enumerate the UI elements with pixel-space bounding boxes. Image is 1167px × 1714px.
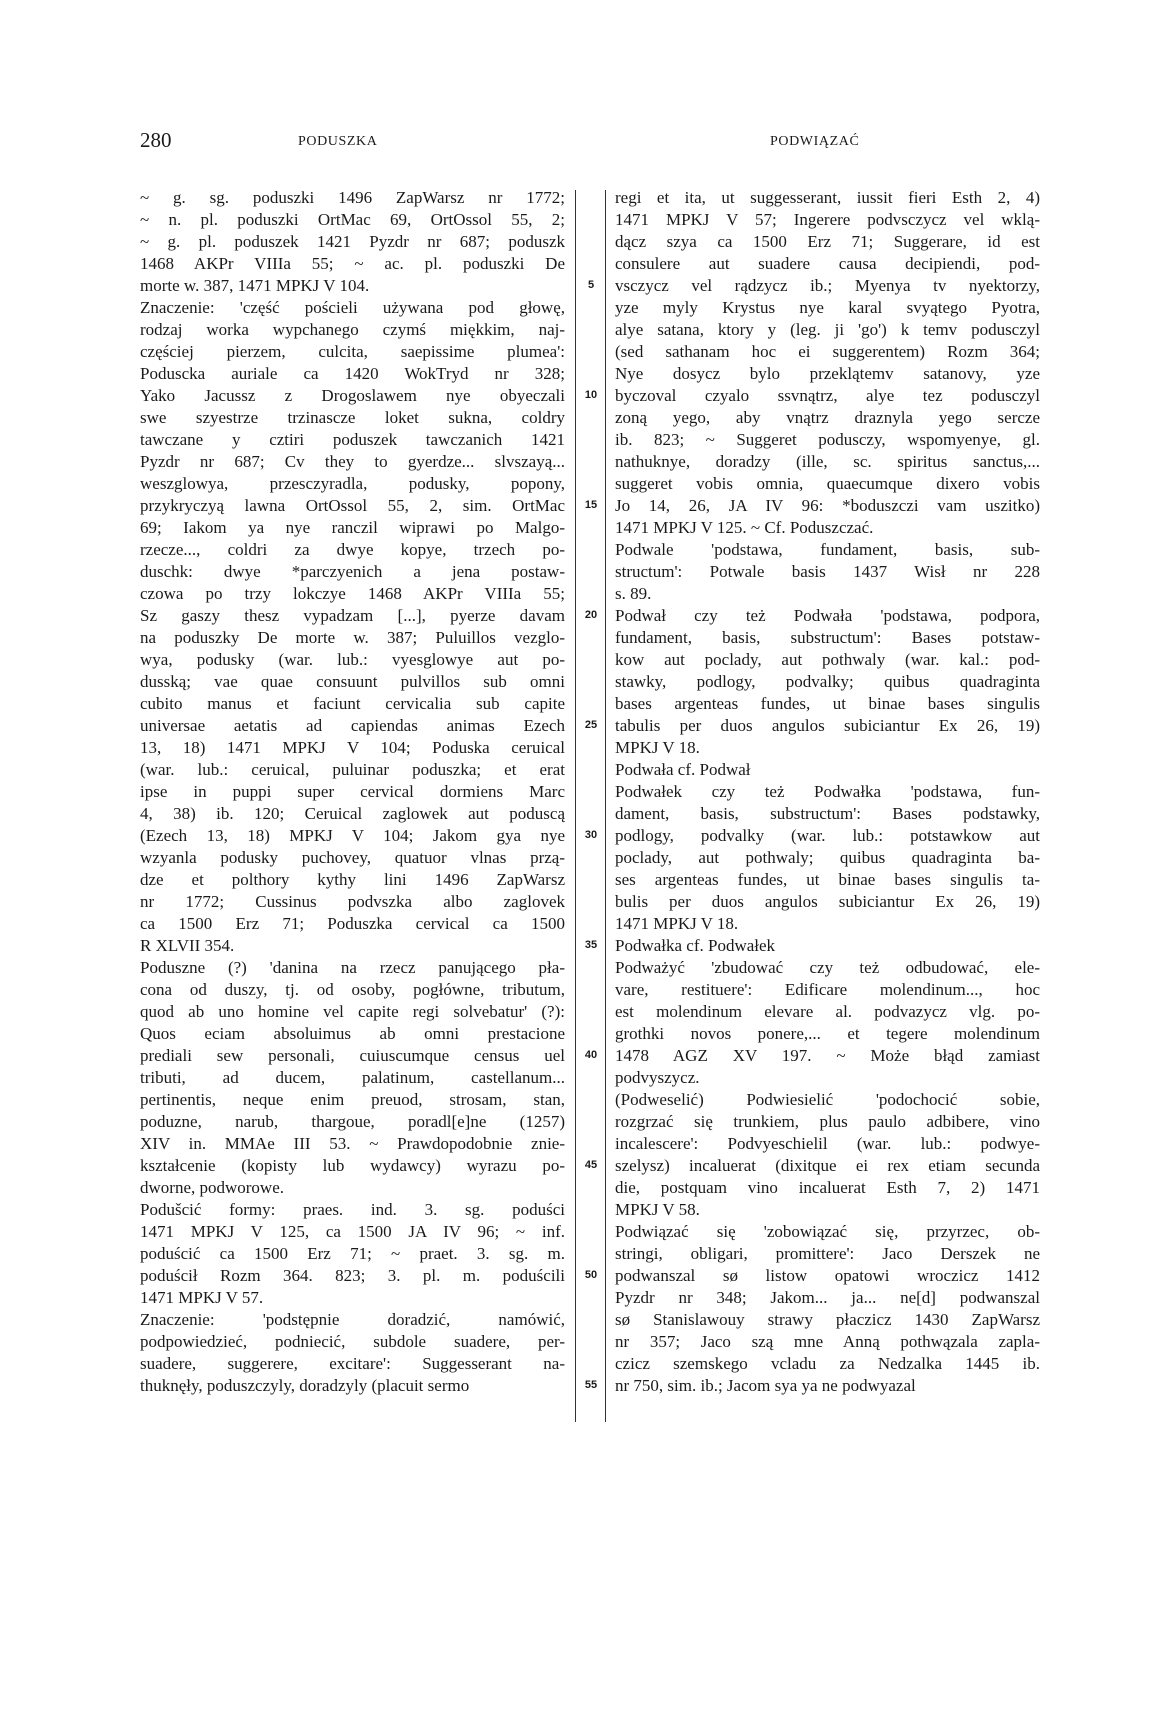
- text-line: byczoval czyalo ssvnątrz, alye tez podusczyl: [615, 386, 1040, 405]
- text-line: dze et polthory kythy lini 1496 ZapWarsz: [140, 870, 565, 889]
- text-line: Sz gaszy thesz vypadzam [...], pyerze davam: [140, 606, 565, 625]
- text-line: tabulis per duos angulos subiciantur Ex 26, 19): [615, 716, 1040, 735]
- text-line: tributi, ad ducem, palatinum, castellanum...: [140, 1068, 565, 1087]
- text-line: podwanszal sø listow opatowi wroczicz 1412: [615, 1266, 1040, 1285]
- text-line: (war. lub.: ceruical, puluinar poduszka; et erat: [140, 760, 565, 779]
- text-line: Podušcić formy: praes. ind. 3. sg. poduści: [140, 1200, 565, 1219]
- text-line: nr 750, sim. ib.; Jacom sya ya ne podwyazal: [615, 1376, 916, 1395]
- text-line: stringi, obligari, promittere': Jaco Derszek ne: [615, 1244, 1040, 1263]
- text-line: vare, restituere': Edificare molendinum..., hoc: [615, 980, 1040, 999]
- text-line: ib. 823; ~ Suggeret podusczy, wspomyenye, gl.: [615, 430, 1040, 449]
- text-line: Pyzdr nr 687; Cv they to gyerdze... slvszayą...: [140, 452, 565, 471]
- text-line: thuknęły, poduszczyly, doradzyly (placuit sermo: [140, 1376, 470, 1395]
- text-line: 1471 MPKJ V 125. ~ Cf. Poduszczać.: [615, 518, 874, 537]
- text-line: Podwale 'podstawa, fundament, basis, sub-: [615, 540, 1040, 559]
- page-header: [0, 128, 1167, 158]
- text-line: dusską; vae quae consuunt pulvillos sub omni: [140, 672, 565, 691]
- column-rule-right: [605, 190, 606, 1422]
- column-rule-left: [575, 190, 576, 1422]
- text-line: rodzaj worka wypchanego czymś miękkim, naj-: [140, 320, 565, 339]
- text-line: XIV in. MMAe III 53. ~ Prawdopodobnie znie-: [140, 1134, 565, 1153]
- text-line: Podwałka cf. Podwałek: [615, 936, 776, 955]
- text-line: ~ g. pl. poduszek 1421 Pyzdr nr 687; poduszk: [140, 232, 565, 251]
- text-line: rzecze..., coldri za dwye kopye, trzech po-: [140, 540, 565, 559]
- text-line: R XLVII 354.: [140, 936, 235, 955]
- text-line: Podwiązać się 'zobowiązać się, przyrzec, ob-: [615, 1222, 1040, 1241]
- line-number: 20: [584, 609, 598, 621]
- text-line: podlogy, podvalky (war. lub.: potstawkow aut: [615, 826, 1040, 845]
- right-column: [615, 187, 1040, 1397]
- text-line: szelysz) incaluerat (dixitque ei rex etiam secunda: [615, 1156, 1040, 1175]
- text-line: czowa po trzy lokczye 1468 AKPr VIIIa 55;: [140, 584, 565, 603]
- text-line: Quos eciam absoluimus ab omni prestacione: [140, 1024, 565, 1043]
- text-line: poduścić ca 1500 Erz 71; ~ praet. 3. sg. m.: [140, 1244, 565, 1263]
- line-number: 25: [584, 719, 598, 731]
- line-number: 10: [584, 389, 598, 401]
- text-line: Podwał czy też Podwała 'podstawa, podpora,: [615, 606, 1040, 625]
- text-line: suggeret vobis omnia, quaecumque dixero vobis: [615, 474, 1040, 493]
- text-line: Jo 14, 26, JA IV 96: *boduszczi vam uszitko): [615, 496, 1040, 515]
- text-line: dworne, podworowe.: [140, 1178, 284, 1197]
- text-line: stawky, podlogy, podvalky; quibus quadraginta: [615, 672, 1040, 691]
- text-line: 1471 MPKJ V 57.: [140, 1288, 264, 1307]
- text-line: poduzne, narub, thargoue, poradl[e]ne (1257): [140, 1112, 565, 1131]
- text-line: 4, 38) ib. 120; Ceruical zaglowek aut poduscą: [140, 804, 565, 823]
- text-line: sø Stanislawouy strawy płaczicz 1430 ZapWarsz: [615, 1310, 1040, 1329]
- line-number: 15: [584, 499, 598, 511]
- text-line: poclady, aut pothwaly; quibus quadraginta ba-: [615, 848, 1040, 867]
- text-line: poduścił Rozm 364. 823; 3. pl. m. poduścili: [140, 1266, 565, 1285]
- text-line: prediali sew personali, cuiuscumque census uel: [140, 1046, 565, 1065]
- text-line: (Ezech 13, 18) MPKJ V 104; Jakom gya nye: [140, 826, 565, 845]
- text-line: 1471 MPKJ V 125, ca 1500 JA IV 96; ~ inf.: [140, 1222, 565, 1241]
- text-line: vsczycz vel rądzycz ib.; Myenya tv nyektorzy,: [615, 276, 1040, 295]
- text-line: częściej pierzem, culcita, saepissime plumea':: [140, 342, 565, 361]
- page-number: 280: [140, 128, 172, 152]
- text-line: nr 357; Jaco szą mne Anną pothwązala zapla-: [615, 1332, 1040, 1351]
- text-line: bases argenteas fundes, ut binae bases singulis: [615, 694, 1040, 713]
- text-line: Poduscka auriale ca 1420 WokTryd nr 328;: [140, 364, 565, 383]
- text-line: cubito manus et faciunt cervicalia sub capite: [140, 694, 565, 713]
- text-line: dącz szya ca 1500 Erz 71; Suggerare, id est: [615, 232, 1040, 251]
- text-line: zoną yego, aby vnątrz draznyla yego sercze: [615, 408, 1040, 427]
- text-line: weszglowya, przesczyradla, podusky, popony,: [140, 474, 565, 493]
- text-line: ses argenteas fundes, ut binae bases singulis ta-: [615, 870, 1040, 889]
- text-line: wzyanla podusky puchovey, quatuor vlnas przą-: [140, 848, 565, 867]
- text-line: Podważyć 'zbudować czy też odbudować, ele-: [615, 958, 1040, 977]
- running-head-left: PODUSZKA: [298, 134, 378, 149]
- text-line: rozgrzać się trunkiem, plus paulo adbibere, vino: [615, 1112, 1040, 1131]
- text-line: universae aetatis ad capiendas animas Ezech: [140, 716, 565, 735]
- line-number: 30: [584, 829, 598, 841]
- text-line: (Podweselić) Podwiesielić 'podochocić sobie,: [615, 1090, 1040, 1109]
- text-line: Poduszne (?) 'danina na rzecz panującego pła-: [140, 958, 565, 977]
- text-line: dament, basis, substructum': Bases podstawky,: [615, 804, 1040, 823]
- text-line: structum': Potwale basis 1437 Wisł nr 228: [615, 562, 1040, 581]
- text-line: wya, podusky (war. lub.: vyesglowye aut po-: [140, 650, 565, 669]
- text-line: 13, 18) 1471 MPKJ V 104; Poduska ceruical: [140, 738, 565, 757]
- text-line: kow aut poclady, aut pothwaly (war. kal.: pod-: [615, 650, 1040, 669]
- text-line: Pyzdr nr 348; Jakom... ja... ne[d] podwanszal: [615, 1288, 1040, 1307]
- text-line: Yako Jacussz z Drogoslawem nye obyeczali: [140, 386, 565, 405]
- text-line: suadere, suggerere, excitare': Suggesserant na-: [140, 1354, 565, 1373]
- text-line: morte w. 387, 1471 MPKJ V 104.: [140, 276, 370, 295]
- text-line: nathuknye, doradzy (ille, sc. spiritus sanctus,...: [615, 452, 1040, 471]
- line-number: 35: [584, 939, 598, 951]
- line-number: 50: [584, 1269, 598, 1281]
- text-line: na poduszky De morte w. 387; Puluillos vezglo-: [140, 628, 565, 647]
- text-line: Znaczenie: 'podstępnie doradzić, namówić,: [140, 1310, 565, 1329]
- text-line: Znaczenie: 'część pościeli używana pod głowę,: [140, 298, 565, 317]
- text-line: kształcenie (kopisty lub wydawcy) wyrazu po-: [140, 1156, 565, 1175]
- text-line: swe szyestrze trzinascze loket sukna, coldry: [140, 408, 565, 427]
- text-line: ipse in puppi super cervical dormiens Marc: [140, 782, 565, 801]
- line-number: 55: [584, 1379, 598, 1391]
- text-line: (sed sathanam hoc ei suggerentem) Rozm 364;: [615, 342, 1040, 361]
- text-line: podpowiedzieć, podniecić, subdole suadere, per-: [140, 1332, 565, 1351]
- text-line: Podwałek czy też Podwałka 'podstawa, fun-: [615, 782, 1040, 801]
- text-line: tawczane y cztiri poduszek tawczanich 1421: [140, 430, 565, 449]
- text-line: przykryczyą lawna OrtOssol 55, 2, sim. OrtMac: [140, 496, 565, 515]
- text-line: incalescere': Podvyeschielil (war. lub.: podwye-: [615, 1134, 1040, 1153]
- text-line: die, postquam vino incaluerat Esth 7, 2) 1471: [615, 1178, 1040, 1197]
- text-line: quod ab uno homine vel capite regi solvebatur' (?):: [140, 1002, 565, 1021]
- running-head-right: PODWIĄZAĆ: [770, 134, 860, 149]
- text-line: Podwała cf. Podwał: [615, 760, 751, 779]
- text-line: MPKJ V 58.: [615, 1200, 700, 1219]
- text-line: Nye dosycz bylo przeklątemv satanovy, yze: [615, 364, 1040, 383]
- text-line: regi et ita, ut suggesserant, iussit fieri Esth 2, 4): [615, 188, 1040, 207]
- text-line: MPKJ V 18.: [615, 738, 700, 757]
- text-line: 1478 AGZ XV 197. ~ Może błąd zamiast: [615, 1046, 1040, 1065]
- text-line: czicz szemskego vcladu za Nedzalka 1445 ib.: [615, 1354, 1040, 1373]
- text-line: ~ n. pl. poduszki OrtMac 69, OrtOssol 55, 2;: [140, 210, 565, 229]
- text-line: cona od duszy, tj. od osoby, pogłówne, tributum,: [140, 980, 565, 999]
- line-number: 40: [584, 1049, 598, 1061]
- text-line: 1471 MPKJ V 57; Ingerere podvsczycz vel wklą-: [615, 210, 1040, 229]
- line-number: 45: [584, 1159, 598, 1171]
- text-line: ~ g. sg. poduszki 1496 ZapWarsz nr 1772;: [140, 188, 565, 207]
- text-line: duschk: dwye *parczyenich a jena postaw-: [140, 562, 565, 581]
- text-line: nr 1772; Cussinus podvszka albo zaglovek: [140, 892, 565, 911]
- text-line: fundament, basis, substructum': Bases potstaw-: [615, 628, 1040, 647]
- text-line: pertinentis, neque enim preuod, strosam, stan,: [140, 1090, 565, 1109]
- text-line: ca 1500 Erz 71; Poduszka cervical ca 1500: [140, 914, 565, 933]
- text-line: est molendinum elevare al. podvazycz vlg. po-: [615, 1002, 1040, 1021]
- text-line: bulis per duos angulos subiciantur Ex 26, 19): [615, 892, 1040, 911]
- text-line: 1471 MPKJ V 18.: [615, 914, 739, 933]
- left-column: [140, 187, 565, 1397]
- text-line: podvyszycz.: [615, 1068, 700, 1087]
- text-line: s. 89.: [615, 584, 652, 603]
- text-line: yze myly Krystus nye karal svyątego Pyotra,: [615, 298, 1040, 317]
- text-line: consulere aut suadere causa decipiendi, pod-: [615, 254, 1040, 273]
- text-line: alye satana, ktory y (leg. ji 'go') k temv podusczyl: [615, 320, 1040, 339]
- line-number: 5: [587, 279, 595, 291]
- text-line: grothki novos ponere,... et tegere molendinum: [615, 1024, 1040, 1043]
- text-line: 1468 AKPr VIIIa 55; ~ ac. pl. poduszki De: [140, 254, 565, 273]
- text-line: 69; Iakom ya nye ranczil wiprawi po Malgo-: [140, 518, 565, 537]
